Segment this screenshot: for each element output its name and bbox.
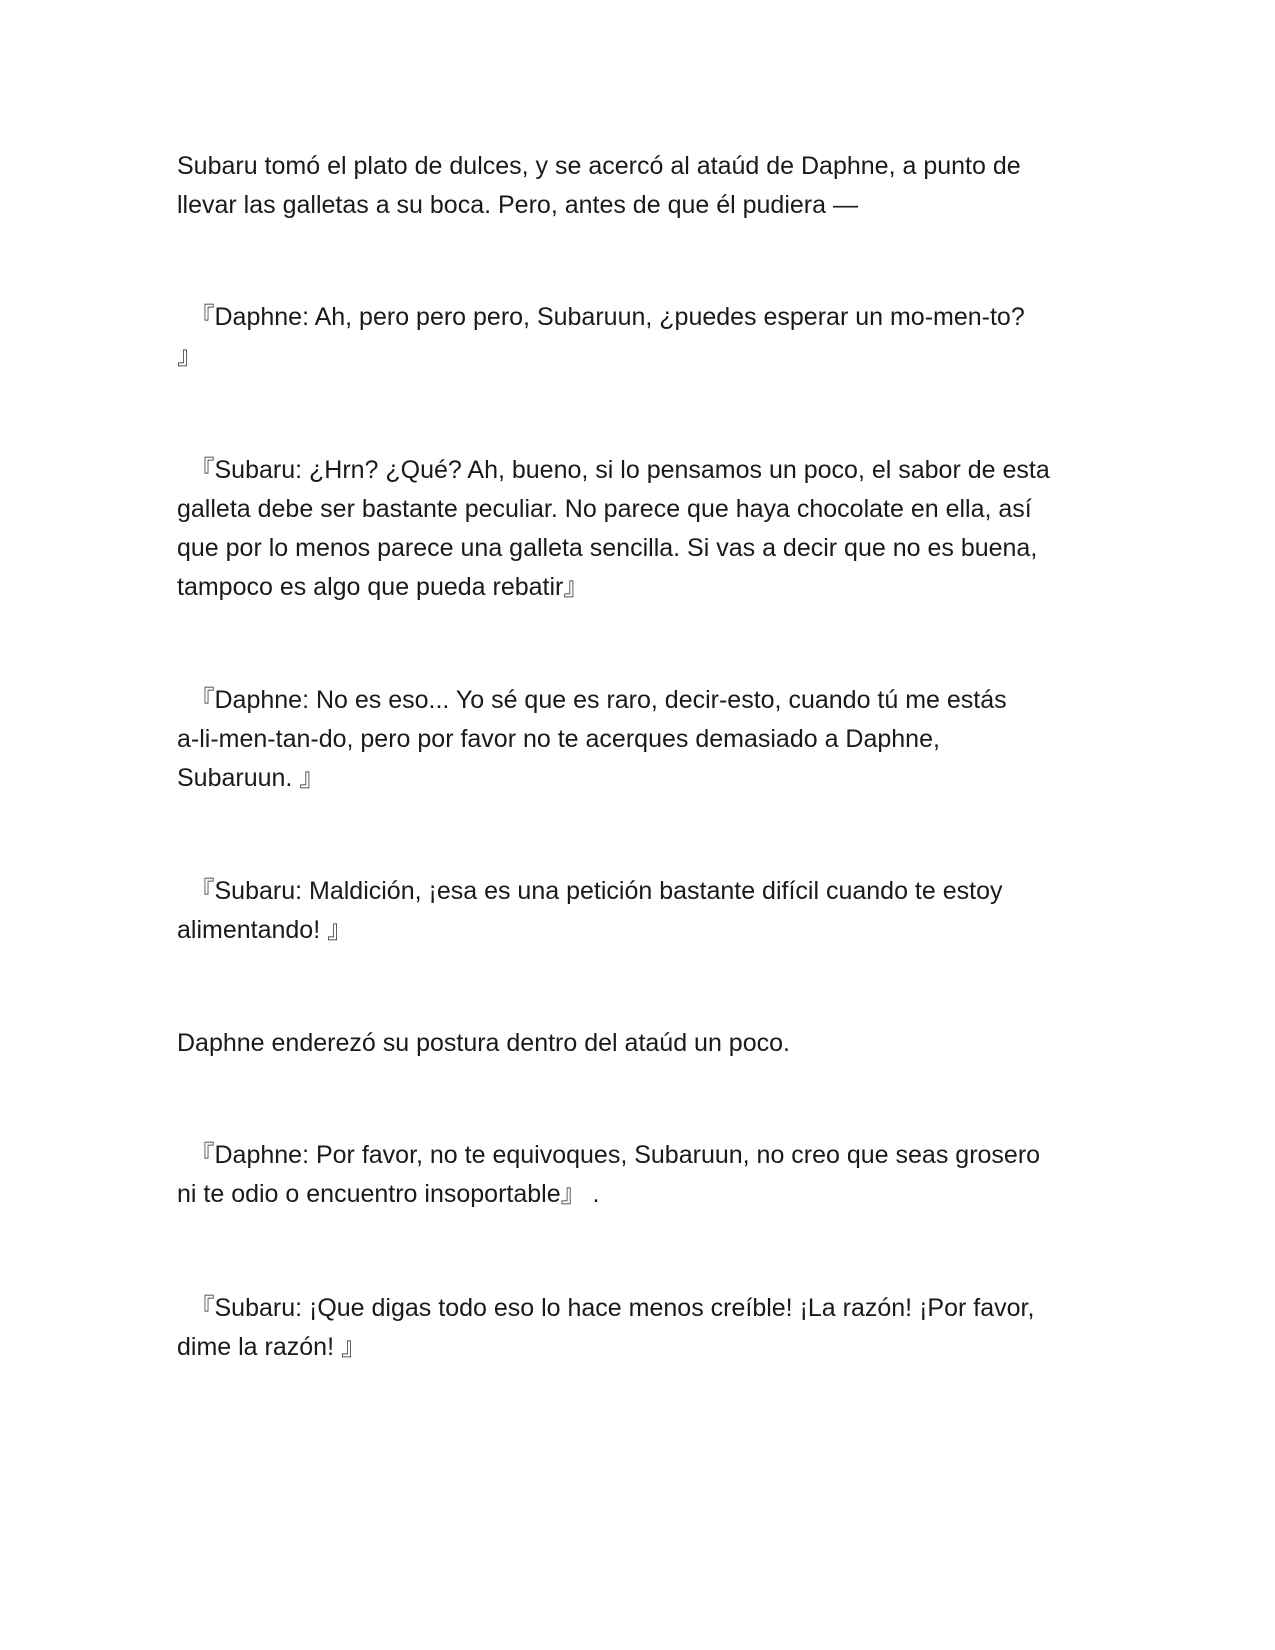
- narration-paragraph: Subaru tomó el plato de dulces, y se acercó al ataúd de Daphne, a punto de llevar las galletas a su boca. Pero, antes de que él pudiera —: [177, 152, 1021, 219]
- dialogue-paragraph: 『Daphne: Por favor, no te equivoques, Subaruun, no creo que seas grosero ni te odio o encuentro insoportable』 .: [177, 1141, 1041, 1208]
- dialogue-paragraph: 『Subaru: Maldición, ¡esa es una petición bastante difícil cuando te estoy alimentando! 』: [177, 877, 1003, 944]
- dialogue-paragraph: 『Subaru: ¡Que digas todo eso lo hace menos creíble! ¡La razón! ¡Por favor, dime la razón! 』: [177, 1294, 1035, 1361]
- dialogue-paragraph: 『Subaru: ¿Hrn? ¿Qué? Ah, bueno, si lo pensamos un poco, el sabor de esta galleta debe ser bastante peculiar. No parece que haya chocolate en ella, así que por lo menos parece una galleta sencilla. Si vas a decir que no es buena, tampoco es algo que pueda rebatir』: [177, 456, 1050, 601]
- narration-paragraph: Daphne enderezó su postura dentro del ataúd un poco.: [177, 1029, 790, 1057]
- dialogue-paragraph: 『Daphne: No es eso... Yo sé que es raro, decir-esto, cuando tú me estás a-li-men-tan-do, pero por favor no te acerques demasiado a Daphne, Subaruun. 』: [177, 686, 1007, 792]
- dialogue-paragraph: 『Daphne: Ah, pero pero pero, Subaruun, ¿puedes esperar un mo-men-to? 』: [177, 303, 1025, 370]
